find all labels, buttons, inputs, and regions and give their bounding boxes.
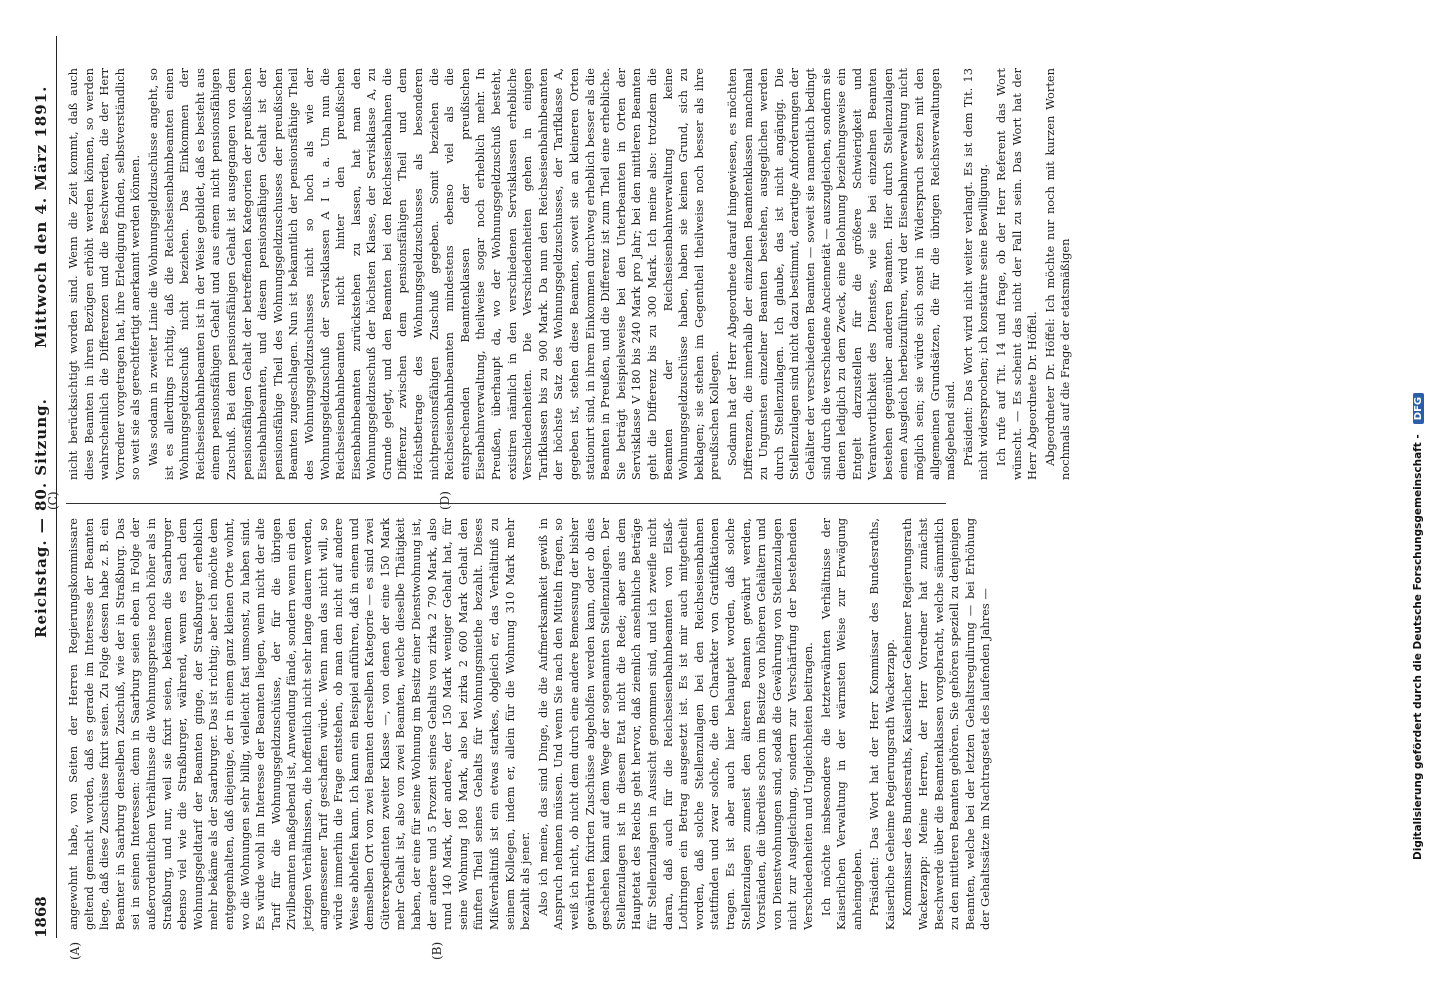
paragraph: Was sodann in zweiter Linie die Wohnungsgeldzuschüsse angeht, so ist es allerdings richtig, daß die Reichseisenbahnbeamten einen Wohnungsgeldzuschuß nicht beziehen. Das Einkommen der Reichseisenbahnbeamten ist in der Weise gebildet, daß es besteht aus einem pensionsfähigen Gehalt und aus einem nicht pensionsfähigen Zuschuß. Bei dem pensionsfähigen Gehalt ist ausgegangen von dem pensionsfähigen Gehalt der betreffenden Kategorien der preußischen Eisenbahnbeamten, und diesem pensionsfähigen Gehalt ist der pensionsfähige Theil des Wohnungsgeldzuschusses der preußischen Beamten zugeschlagen. Nun ist bekanntlich der pensionsfähige Theil des Wohnungsgeldzuschusses nicht so hoch als wie der Wohnungsgeldzuschuß der Servisklassen A I u. a. Um nun die Reichseisenbahnbeamten nicht hinter den preußischen Eisenbahnbeamten zurückstehen zu lassen, hat man den Wohnungsgeldzuschuß der höchsten Klasse, der Servisklasse A, zu Grunde gelegt, und den Beamten bei den Reichseisenbahnen die Differenz zwischen dem pensionsfähigen Theil und dem Höchstbetrage des Wohnungsgeldzuschusses als besonderen nichtpensionsfähigen Zuschuß gegeben. Somit beziehen die Reichseisenbahnbeamten mindestens ebenso viel als die entsprechenden Beamtenklassen der preußischen Eisenbahnverwaltung, theilweise sogar noch erheblich mehr. In Preußen, überhaupt da, wo der Wohnungsgeldzuschuß besteht, existiren nämlich in den verschiedenen Servisklassen erhebliche Verschiedenheiten. Die Verschiedenheiten gehen in einigen Tarifklassen bis zu 900 Mark. Da nun den Reichseisenbahnbeamten der höchste Satz des Wohnungsgeldzuschusses, der Tarifklasse A, gegeben ist, stehen diese Beamten, soweit sie an kleineren Orten stationirt sind, in ihrem Einkommen durchweg erheblich besser als die Beamten in Preußen, und die Differenz ist zum Theil eine erhebliche. Sie beträgt beispielsweise bei den Unterbeamten in Orten der Servisklasse V 180 bis 240 Mark pro Jahr; bei den mittleren Beamten geht die Differenz bis zu 300 Mark. Ich meine also: trotzdem die Beamten der Reichseisenbahnverwaltung keine Wohnungsgeldzuschüsse haben, haben sie keinen Grund, sich zu beklagen; sie stehen im Gegentheil theilweise noch besser als ihre preußischen Kollegen. (145, 68, 722, 480)
page-header (26, 36, 57, 938)
right-column (66, 68, 1076, 480)
paragraph: nicht berücksichtigt worden sind. Wenn die Zeit kommt, daß auch diese Beamten in ihren Bezügen erhöht werden können, so werden wahrscheinlich die Differenzen und die Beschwerden, die der Herr Vorredner vorgetragen hat, ihre Erledigung finden, selbstverständlich so weit sie als gerechtfertigt anerkannt werden können. (66, 68, 143, 480)
paragraph: Ich möchte insbesondere die letzterwähnten Verhältnisse der Kaiserlichen Verwaltung in der wärmsten Weise zur Erwägung anheimgeben. (818, 518, 864, 930)
paragraph: Also ich meine, das sind Dinge, die die Aufmerksamkeit gewiß in Anspruch nehmen müssen. Und wenn Sie nach den Mitteln fragen, so weiß ich nicht, ob nicht dem durch eine andere Bemessung der bisher gewährten fixirten Zuschüsse abgeholfen werden kann, oder ob dies geschehen kann auf dem Wege der sogenannten Stellenzulagen. Der Stellenzulagen ist in diesem Etat nicht die Rede; aber aus dem Hauptetat des Reichs geht hervor, daß ziemlich ansehnliche Beträge für Stellenzulagen in Aussicht genommen sind, und ich zweifle nicht daran, daß auch für die Reichseisenbahnbeamten von Elsaß-Lothringen ein Betrag ausgesetzt ist. Es ist mir auch mitgetheilt worden, daß solche Stellenzulagen bei den Reichseisenbahnen stattfinden und zwar solche, die den Charakter von Gratifikationen tragen. Es ist aber auch hier behauptet worden, daß solche Stellenzulagen zumeist den älteren Beamten gewährt werden, Vorständen, die überdies schon im Besitze von höheren Gehältern und von Dienstwohnungen sind, sodaß die Gewährung von Stellenzulagen nicht zur Ausgleichung, sondern zur Verschärfung der bestehenden Verschiedenheiten und Ungleichheiten beitragen. (535, 518, 815, 930)
margin-marker-d: (D) (438, 491, 452, 510)
digitization-credit (1412, 393, 1424, 860)
paragraph: angewohnt habe, von Seiten der Herren Regierungskommissare geltend gemacht worden, daß es gerade im Interesse der Beamten liege, daß diese Zuschüsse fixirt seien. Zu Folge dessen habe z. B. ein Beamter in Saarburg denselben Zuschuß, wie der in Straßburg. Das sei in seinen Interessen: denn in Saarburg seien eben in Folge der außerordentlichen Verhältnisse die Wohnungspreise noch höher als in Straßburg, und nur, weil sie fixirt seien, bekämen die Saarburger ebenso viel wie die Straßburger, während, wenn es nach dem Wohnungsgeldtarif der Beamten ginge, der Straßburger erheblich mehr bekäme als der Saarburger. Das ist richtig; aber ich möchte dem entgegenhalten, daß diejenige, der in einem ganz kleinen Orte wohnt, wo die Wohnungen sehr billig, vielleicht fast umsonst, zu haben sind. Es würde wohl im Interesse der Beamten liegen, wenn nicht der alte Tarif für die Wohnungsgeldzuschüsse, der für die übrigen Zivilbeamten maßgebend ist, Anwendung fände, sondern wenn ein den jetzigen Verhältnissen, die hoffentlich nicht sehr lange dauern werden, angemessener Tarif geschaffen würde. Wenn man das nicht will, so würde immerhin die Frage entstehen, ob man den nicht auf andere Weise abhelfen kann. Ich kann ein Beispiel anführen, daß in einem und demselben Ort von zwei Beamten derselben Kategorie — es sind zwei Güterexpedienten zweiter Klasse —, von denen der eine 150 Mark mehr Gehalt ist, also von zwei Beamten, welche dieselbe Thätigkeit haben, der eine für seine Wohnung im Besitz einer Dienstwohnung ist, der andere und 5 Prozent seines Gehalts von zirka 2 790 Mark, also rund 140 Mark, der andere, der 150 Mark weniger Gehalt hat, für seine Wohnung 180 Mark, also bei zirka 2 600 Mark Gehalt den fünften Theil seines Gehalts für Wohnungsmiethe bezahlt. Dieses Mißverhältniß ist ein etwas starkes, obgleich er, das Verhältniß zu seinem Kollegen, indem er, allein für die Wohnung 310 Mark mehr bezahlt als jener. (66, 518, 533, 930)
credit-text: Digitalisierung gefördert durch die Deutsche Forschungsgemeinschaft - (1412, 434, 1424, 860)
session-title: Reichstag. — 80. Sitzung. (32, 398, 50, 638)
paragraph: Präsident: Das Wort wird nicht weiter verlangt. Es ist dem Tit. 13 nicht widersprochen; ich konstatire seine Bewilligung. (960, 68, 991, 480)
margin-marker-c: (C) (46, 491, 60, 510)
left-column (66, 518, 996, 930)
paragraph: Kommissar des Bundesraths, Kaiserlicher Geheimer Regierungsrath Wackerzapp: Meine Herren, der Herr Vorredner hat zunächst Beschwerde über die Beamtenklassen vorgebracht, welche sämmtlich zu den mittleren Beamten gehören. Sie gehören speziell zu denjenigen Beamten, welche bei der letzten Gehaltsregulirung — bei Erhöhung der Gehaltssätze im Nachtragsetat des laufenden Jahres — (900, 518, 993, 930)
paragraph: Präsident: Das Wort hat der Herr Kommissar des Bundesraths, Kaiserliche Geheime Regierungsrath Wackerzapp. (867, 518, 897, 930)
session-date: Mittwoch den 4. März 1891. (32, 85, 50, 348)
paragraph: Abgeordneter Dr. Höffel: Ich möchte nur noch mit kurzen Worten nochmals auf die Frage der etatsmäßigen (1042, 68, 1073, 480)
margin-marker-b: (B) (430, 941, 444, 960)
paragraph: Ich rufe auf Tit. 14 und frage, ob der Herr Referent das Wort wünscht. — Es scheint das nicht der Fall zu sein. Das Wort hat der Herr Abgeordnete Dr. Höffel. (994, 68, 1040, 480)
paragraph: Sodann hat der Herr Abgeordnete darauf hingewiesen, es möchten Differenzen, die innerhalb der einzelnen Beamtenklassen manchmal zu Ungunsten einzelner Beamten bestehen, ausgeglichen werden durch Stellenzulagen. Ich glaube, das ist nicht angängig. Die Stellenzulagen sind nicht dazu bestimmt, derartige Anforderungen der Gehälter der verschiedenen Beamten — soweit sie namentlich bedingt sind durch die verschiedene Anciennetät — auszugleichen, sondern sie dienen lediglich zu dem Zweck, eine Belohnung beziehungsweise ein Entgelt darzustellen für die größere Schwierigkeit und Verantwortlichkeit des Dienstes, wie sie bei einzelnen Beamten bestehen gegenüber anderen Beamten. Hier durch Stellenzulagen einen Ausgleich herbeizuführen, wird der Eisenbahnverwaltung nicht möglich sein; sie würde sich sonst in Widerspruch setzen mit den allgemeinen Grundsätzen, die für die übrigen Reichsverwaltungen maßgebend sind. (724, 68, 958, 480)
column-divider (66, 503, 946, 504)
dfg-logo: DFG (1413, 393, 1424, 424)
margin-marker-a: (A) (68, 941, 82, 960)
page-number: 1868 (32, 896, 50, 938)
